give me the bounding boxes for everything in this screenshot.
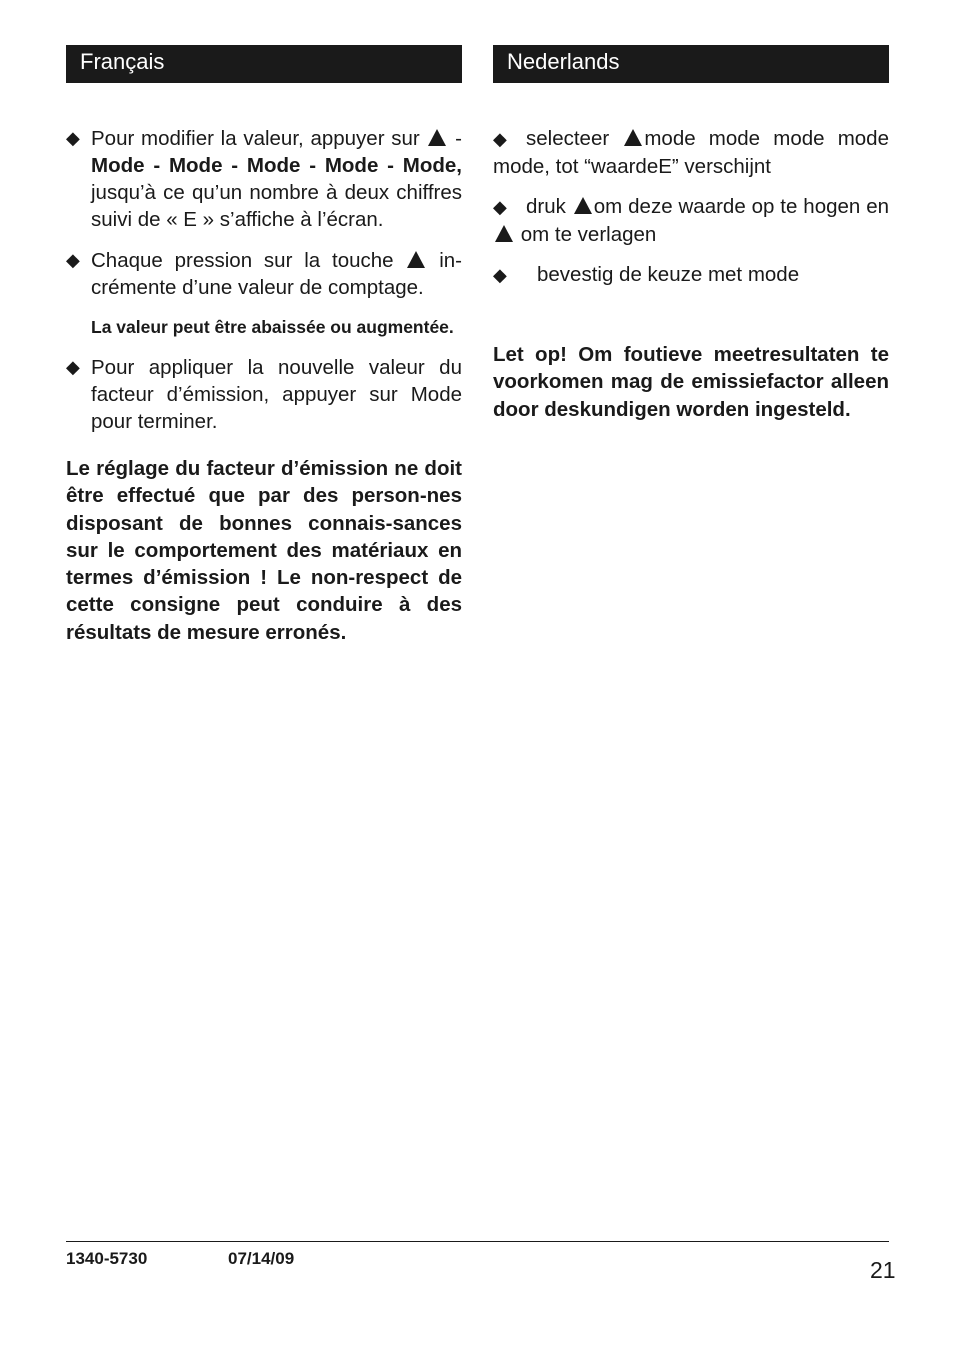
- diamond-bullet-icon: ◆: [66, 357, 80, 377]
- document-date: 07/14/09: [228, 1249, 295, 1268]
- up-arrow-icon: [495, 225, 513, 242]
- list-item: ◆ Pour appliquer la nouvelle valeur du facteur d’émission, appuyer sur Mode pour terminer.: [66, 356, 462, 433]
- up-arrow-icon: [428, 129, 446, 146]
- up-arrow-icon: [574, 197, 592, 214]
- diamond-bullet-icon: ◆: [66, 250, 80, 270]
- content-french: [66, 125, 462, 646]
- diamond-bullet-icon: ◆: [493, 265, 507, 285]
- column-dutch: [493, 45, 889, 423]
- section-header-french: Français: [66, 45, 462, 83]
- diamond-bullet-icon: ◆: [66, 128, 80, 148]
- list-item: ◆ Pour modifier la valeur, appuyer sur - Mode - Mode - Mode - Mode - Mode, jusqu’à ce qu’un nombre à deux chiffres suivi de « E » s’affiche à l’écran.: [66, 127, 462, 231]
- diamond-bullet-icon: ◆: [493, 197, 507, 217]
- footer-divider: [66, 1241, 889, 1242]
- list-item: ◆ selecteer mode mode mode mode mode, tot “waardeE” verschijnt: [493, 127, 889, 178]
- up-arrow-icon: [624, 129, 642, 146]
- list-item: ◆ druk om deze waarde op te hogen en om te verlagen: [493, 195, 889, 246]
- list-item: ◆ Chaque pression sur la touche in-crémente d’une valeur de comptage.: [66, 249, 463, 299]
- diamond-bullet-icon: ◆: [493, 129, 507, 149]
- warning-text: Let op! Om foutieve meetresultaten te voorkomen mag de emissiefactor alleen door deskundigen worden ingesteld.: [493, 343, 889, 421]
- section-header-dutch: Nederlands: [493, 45, 889, 83]
- note: La valeur peut être abaissée ou augmentée.: [91, 317, 454, 337]
- document-id: 1340-5730: [66, 1249, 148, 1268]
- column-french: [66, 45, 462, 646]
- warning-text: Le réglage du facteur d’émission ne doit être effectué que par des person-nes disposant de bonnes connais-sances sur le comportement des matériaux en termes d’émission ! Le non-respect de cette consigne peut conduire à des résultats de mesure erronés.: [66, 457, 462, 644]
- up-arrow-icon: [407, 251, 425, 268]
- page-number: 21: [870, 1257, 896, 1283]
- list-item: ◆ bevestig de keuze met mode: [493, 261, 889, 289]
- content-dutch: [493, 125, 889, 423]
